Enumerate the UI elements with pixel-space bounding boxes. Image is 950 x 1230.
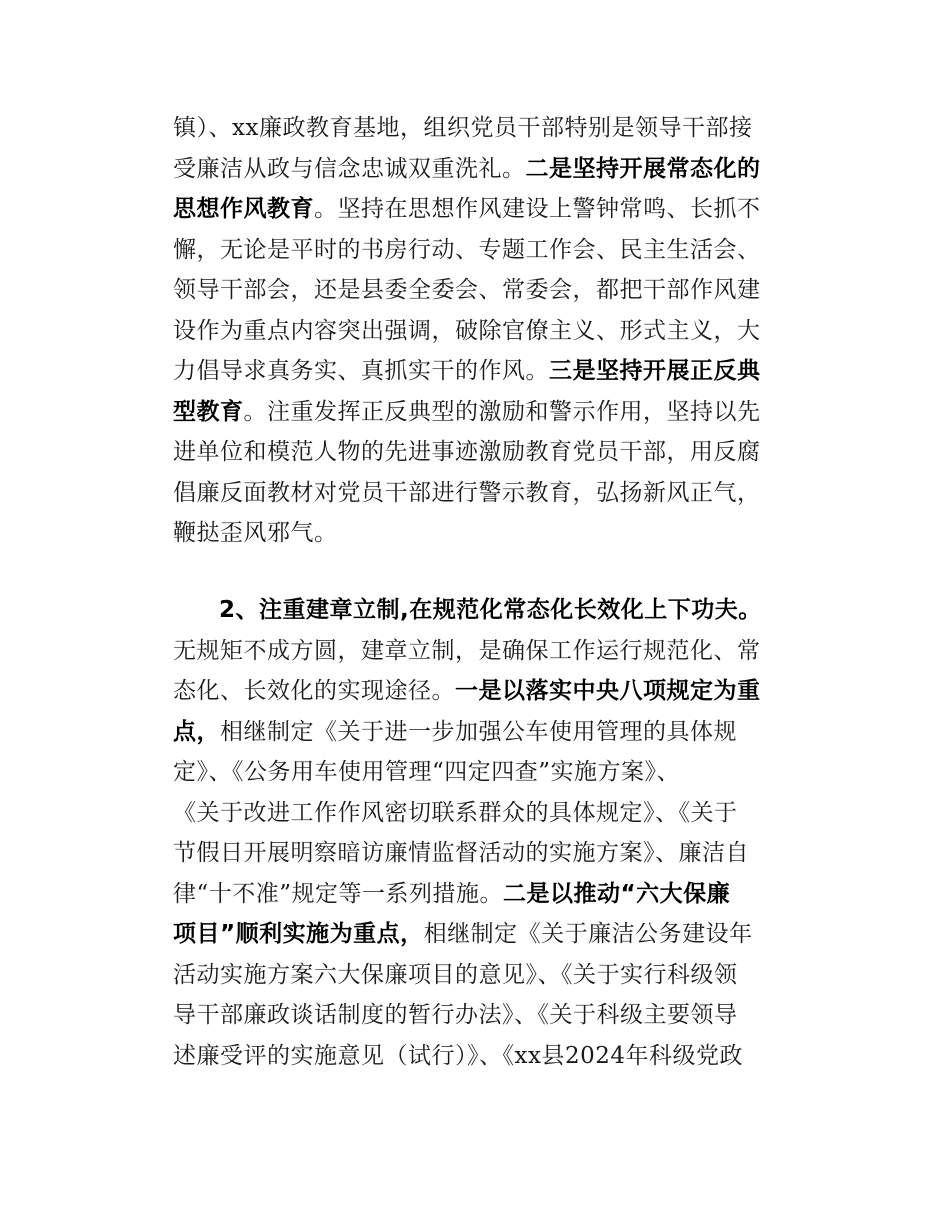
text-line: 镇）、xx廉政教育基地，组织党员干部特别是领导干部接 bbox=[173, 115, 753, 141]
text-line: 领导干部会，还是县委全委会、常委会，都把干部作风建 bbox=[173, 277, 761, 303]
text-line: 受廉洁从政与信念忠诚双重洗礼。二是坚持开展常态化的 bbox=[173, 155, 761, 182]
text-line: 力倡导求真务实、真抓实干的作风。三是坚持开展正反典 bbox=[173, 358, 761, 384]
text-line: 设作为重点内容突出强调，破除官僚主义、形式主义，大 bbox=[173, 317, 761, 344]
text-line: 鞭挞歪风邪气。 bbox=[173, 520, 338, 546]
text-line: 懈，无论是平时的书房行动、专题工作会、民主生活会、 bbox=[173, 236, 761, 263]
text-line: 型教育。注重发挥正反典型的激励和警示作用，坚持以先 bbox=[173, 398, 761, 425]
text-line: 点，相继制定《关于进一步加强公车使用管理的具体规 bbox=[173, 718, 737, 745]
text-line: 节假日开展明察暗访廉情监督活动的实施方案》、廉洁自 bbox=[173, 840, 749, 866]
bold-phrase: 一是以落实中央八项规定为重 bbox=[455, 678, 761, 704]
bold-phrase: 二是坚持开展常态化的 bbox=[525, 155, 761, 182]
text-line: 项目”顺利实施为重点，相继制定《关于廉洁公务建设年 bbox=[173, 921, 753, 947]
text-line: 思想作风教育。坚持在思想作风建设上警钟常鸣、长抓不 bbox=[173, 196, 761, 222]
paragraph-2 bbox=[173, 590, 798, 1076]
bold-phrase: 型教育 bbox=[173, 398, 244, 425]
bold-phrase: 点， bbox=[173, 718, 220, 745]
text-line: 进单位和模范人物的先进事迹激励教育党员干部，用反腐 bbox=[173, 439, 761, 465]
text-line: 倡廉反面教材对党员干部进行警示教育，弘扬新风正气， bbox=[173, 479, 761, 506]
text-line: 律“十不准”规定等一系列措施。二是以推动“六大保廉 bbox=[173, 880, 731, 907]
text-line: 态化、长效化的实现途径。一是以落实中央八项规定为重 bbox=[173, 678, 761, 704]
text-line: 《关于改进工作作风密切联系群众的具体规定》、《关于 bbox=[173, 799, 738, 826]
bold-phrase: 三是坚持开展正反典 bbox=[549, 358, 761, 384]
bold-phrase: 思想作风教育 bbox=[173, 196, 314, 222]
text-line: 活动实施方案六大保廉项目的意见》、《关于实行科级领 bbox=[173, 961, 738, 988]
bold-phrase: 二是以推动“六大保廉 bbox=[503, 880, 731, 907]
text-line: 导干部廉政谈话制度的暂行办法》、《关于科级主要领导 bbox=[173, 1002, 738, 1028]
text-line: 定》、《公务用车使用管理“四定四查”实施方案》、 bbox=[173, 759, 681, 785]
section-heading: 2、注重建章立制,在规范化常态化长效化上下功夫。 bbox=[219, 597, 762, 623]
bold-phrase: 项目”顺利实施为重点， bbox=[173, 921, 424, 947]
text-line: 述廉受评的实施意见（试行）》、《xx县2024年科级党政 bbox=[173, 1042, 743, 1069]
text-line: 无规矩不成方圆，建章立制，是确保工作运行规范化、常 bbox=[173, 637, 761, 664]
paragraph-1 bbox=[173, 108, 798, 554]
